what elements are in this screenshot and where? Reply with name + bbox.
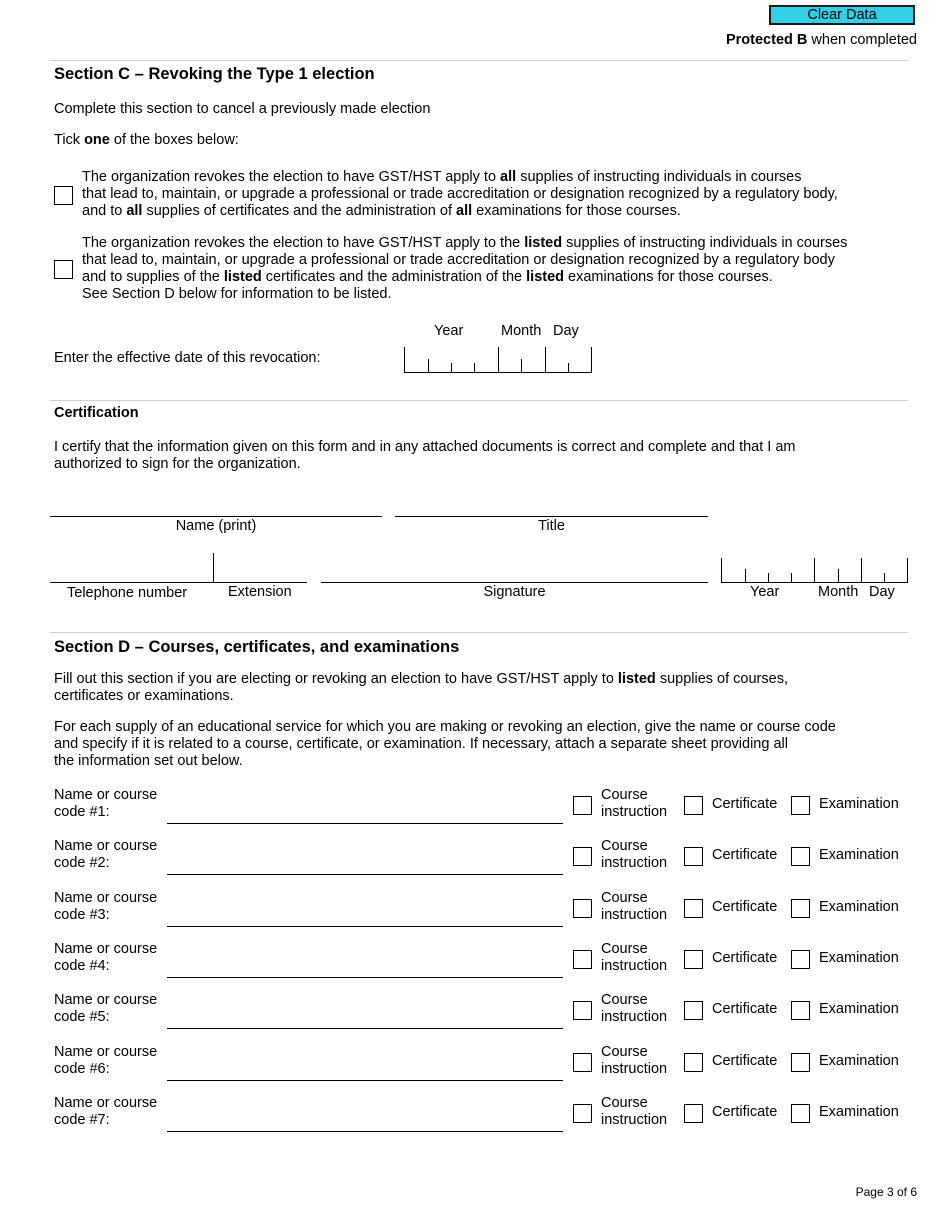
revocation-day-label: Day bbox=[553, 323, 579, 339]
course-code-input[interactable] bbox=[167, 1028, 563, 1029]
signature-field[interactable] bbox=[321, 582, 708, 583]
page-number: Page 3 of 6 bbox=[855, 1185, 917, 1199]
protected-suffix: when completed bbox=[807, 32, 917, 48]
course-code-label: Name or course code #6: bbox=[54, 1044, 158, 1077]
certificate-checkbox[interactable] bbox=[684, 899, 703, 918]
course-instruction-checkbox[interactable] bbox=[573, 1001, 592, 1020]
course-code-label: Name or course code #5: bbox=[54, 992, 158, 1025]
extension-field[interactable] bbox=[213, 582, 307, 583]
course-instruction-label: Course instruction bbox=[601, 890, 668, 923]
course-instruction-checkbox[interactable] bbox=[573, 796, 592, 815]
examination-checkbox[interactable] bbox=[791, 1001, 810, 1020]
title-label: Title bbox=[538, 518, 565, 534]
telephone-extension-divider bbox=[213, 553, 214, 582]
certificate-checkbox[interactable] bbox=[684, 796, 703, 815]
certificate-label: Certificate bbox=[712, 1001, 778, 1017]
course-instruction-checkbox[interactable] bbox=[573, 847, 592, 866]
revoke-listed-checkbox[interactable] bbox=[54, 260, 73, 279]
signature-date-field[interactable] bbox=[721, 558, 908, 583]
examination-checkbox[interactable] bbox=[791, 847, 810, 866]
telephone-label: Telephone number bbox=[67, 585, 188, 601]
examination-label: Examination bbox=[819, 847, 899, 863]
section-d-title: Section D – Courses, certificates, and examinations bbox=[54, 638, 460, 656]
extension-label: Extension bbox=[228, 584, 292, 600]
examination-label: Examination bbox=[819, 1001, 899, 1017]
certificate-label: Certificate bbox=[712, 1053, 778, 1069]
course-code-label: Name or course code #1: bbox=[54, 787, 158, 820]
certificate-label: Certificate bbox=[712, 847, 778, 863]
course-code-label: Name or course code #2: bbox=[54, 838, 158, 871]
certification-title: Certification bbox=[54, 405, 139, 421]
course-code-input[interactable] bbox=[167, 977, 563, 978]
certificate-label: Certificate bbox=[712, 899, 778, 915]
course-code-input[interactable] bbox=[167, 823, 563, 824]
course-instruction-label: Course instruction bbox=[601, 941, 668, 974]
certificate-checkbox[interactable] bbox=[684, 950, 703, 969]
certification-text: I certify that the information given on this form and in any attached documents is correct and complete and that I am authorized to sign for the organization. bbox=[54, 439, 796, 472]
examination-checkbox[interactable] bbox=[791, 1053, 810, 1072]
examination-checkbox[interactable] bbox=[791, 899, 810, 918]
revocation-year-label: Year bbox=[434, 323, 464, 339]
name-print-field[interactable] bbox=[50, 516, 382, 517]
section-c-intro: Complete this section to cancel a previously made election bbox=[54, 101, 431, 117]
telephone-field[interactable] bbox=[50, 582, 213, 583]
course-instruction-label: Course instruction bbox=[601, 1044, 668, 1077]
revoke-listed-text: The organization revokes the election to have GST/HST apply to the listed supplies of instructing individuals in courses that lead to, maintain, or upgrade a professional or trade accreditation or designation recognized by a regulatory body and to supplies of the listed certificates and the administration of the listed examinations for those courses. See Section D below for information to be listed. bbox=[82, 235, 848, 302]
course-code-input[interactable] bbox=[167, 926, 563, 927]
examination-label: Examination bbox=[819, 1104, 899, 1120]
examination-label: Examination bbox=[819, 899, 899, 915]
signature-label: Signature bbox=[483, 584, 546, 600]
signature-year-label: Year bbox=[750, 584, 780, 600]
certificate-label: Certificate bbox=[712, 950, 778, 966]
divider bbox=[50, 60, 908, 61]
protected-level: Protected B bbox=[725, 32, 808, 48]
certificate-label: Certificate bbox=[712, 1104, 778, 1120]
course-instruction-label: Course instruction bbox=[601, 992, 668, 1025]
course-instruction-checkbox[interactable] bbox=[573, 1053, 592, 1072]
clear-data-button[interactable]: Clear Data bbox=[769, 5, 915, 25]
course-instruction-label: Course instruction bbox=[601, 838, 668, 871]
certificate-checkbox[interactable] bbox=[684, 1104, 703, 1123]
effective-date-label: Enter the effective date of this revocation: bbox=[54, 350, 321, 366]
certificate-checkbox[interactable] bbox=[684, 847, 703, 866]
examination-label: Examination bbox=[819, 1053, 899, 1069]
divider bbox=[50, 632, 908, 633]
course-instruction-checkbox[interactable] bbox=[573, 1104, 592, 1123]
section-d-para1: Fill out this section if you are electing or revoking an election to have GST/HST apply to listed supplies of courses, certificates or examinations. bbox=[54, 671, 788, 704]
course-code-label: Name or course code #3: bbox=[54, 890, 158, 923]
examination-checkbox[interactable] bbox=[791, 950, 810, 969]
course-code-input[interactable] bbox=[167, 1131, 563, 1132]
revocation-month-label: Month bbox=[501, 323, 542, 339]
examination-checkbox[interactable] bbox=[791, 796, 810, 815]
course-instruction-checkbox[interactable] bbox=[573, 950, 592, 969]
certificate-checkbox[interactable] bbox=[684, 1053, 703, 1072]
examination-checkbox[interactable] bbox=[791, 1104, 810, 1123]
course-code-label: Name or course code #4: bbox=[54, 941, 158, 974]
course-instruction-label: Course instruction bbox=[601, 787, 668, 820]
section-d-para2: For each supply of an educational service for which you are making or revoking an election, give the name or course code and specify if it is related to a course, certificate, or examination. If necessary, attach a separate sheet providing all the information set out below. bbox=[54, 719, 836, 769]
protected-notice bbox=[726, 32, 917, 48]
signature-day-label: Day bbox=[869, 584, 895, 600]
divider bbox=[50, 400, 908, 401]
course-instruction-label: Course instruction bbox=[601, 1095, 668, 1128]
course-instruction-checkbox[interactable] bbox=[573, 899, 592, 918]
revocation-date-field[interactable] bbox=[404, 347, 592, 373]
tick-instruction: Tick one of the boxes below: bbox=[54, 132, 239, 148]
title-field[interactable] bbox=[395, 516, 708, 517]
certificate-checkbox[interactable] bbox=[684, 1001, 703, 1020]
section-c-title: Section C – Revoking the Type 1 election bbox=[54, 65, 375, 83]
course-code-label: Name or course code #7: bbox=[54, 1095, 158, 1128]
certificate-label: Certificate bbox=[712, 796, 778, 812]
examination-label: Examination bbox=[819, 950, 899, 966]
course-code-input[interactable] bbox=[167, 1080, 563, 1081]
revoke-all-checkbox[interactable] bbox=[54, 186, 73, 205]
course-code-input[interactable] bbox=[167, 874, 563, 875]
signature-month-label: Month bbox=[818, 584, 859, 600]
name-print-label: Name (print) bbox=[175, 518, 257, 534]
examination-label: Examination bbox=[819, 796, 899, 812]
revoke-all-text: The organization revokes the election to have GST/HST apply to all supplies of instructing individuals in courses that lead to, maintain, or upgrade a professional or trade accreditation or designation recognized by a regulatory body, and to all supplies of certificates and the administration of all examinations for those courses. bbox=[82, 169, 838, 219]
